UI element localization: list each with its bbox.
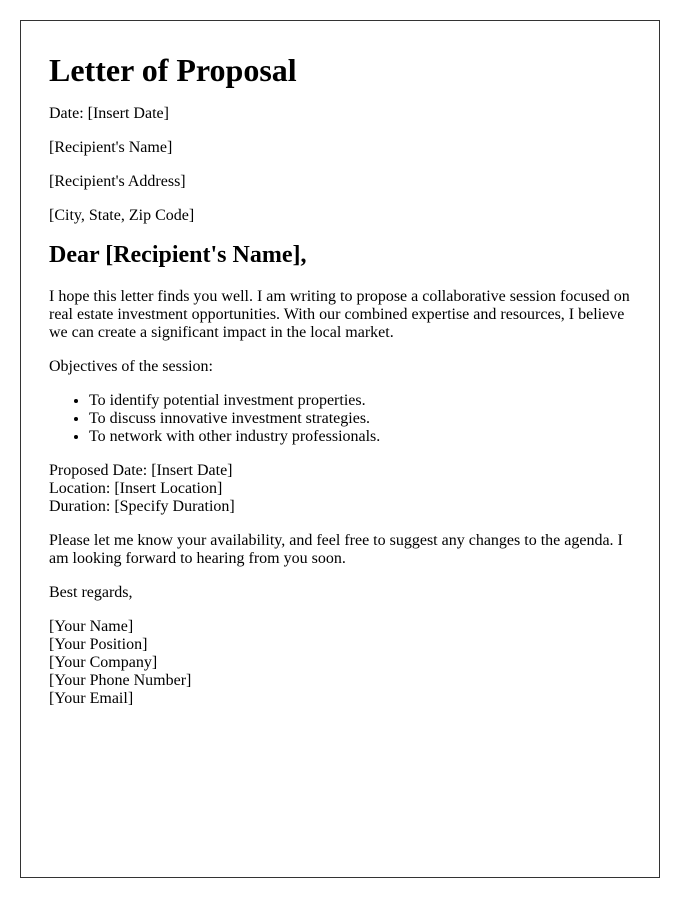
proposed-date: Proposed Date: [Insert Date] (49, 462, 233, 480)
signature-position: [Your Position] (49, 636, 148, 654)
closing-paragraph: Please let me know your availability, and feel free to suggest any changes to the agenda. I am looking forward to hearing from you soon. (49, 532, 623, 568)
objective-item: • To identify potential investment properties. (89, 392, 631, 410)
recipient-name: [Recipient's Name] (49, 139, 173, 157)
signature-company: [Your Company] (49, 654, 158, 672)
recipient-city: [City, State, Zip Code] (49, 207, 195, 225)
letter-title: Letter of Proposal (49, 52, 297, 88)
recipient-address: [Recipient's Address] (49, 173, 186, 191)
signature-name: [Your Name] (49, 618, 134, 636)
letter-page (20, 20, 660, 878)
date-line: Date: [Insert Date] (49, 105, 169, 123)
signature-email: [Your Email] (49, 690, 134, 708)
signature-block (49, 618, 631, 708)
objective-item: • To network with other industry professionals. (89, 428, 631, 446)
location: Location: [Insert Location] (49, 480, 223, 498)
intro-paragraph: I hope this letter finds you well. I am writing to propose a collaborative session focused on real estate investment opportunities. With our combined expertise and resources, I believe we can create a significant impact in the local market. (49, 288, 630, 342)
session-details (49, 462, 631, 516)
objective-item: • To discuss innovative investment strategies. (89, 410, 631, 428)
signature-phone: [Your Phone Number] (49, 672, 192, 690)
objectives-list (49, 392, 631, 446)
objectives-heading: Objectives of the session: (49, 358, 213, 376)
sign-off: Best regards, (49, 584, 133, 602)
duration: Duration: [Specify Duration] (49, 498, 235, 516)
salutation: Dear [Recipient's Name], (49, 242, 307, 269)
